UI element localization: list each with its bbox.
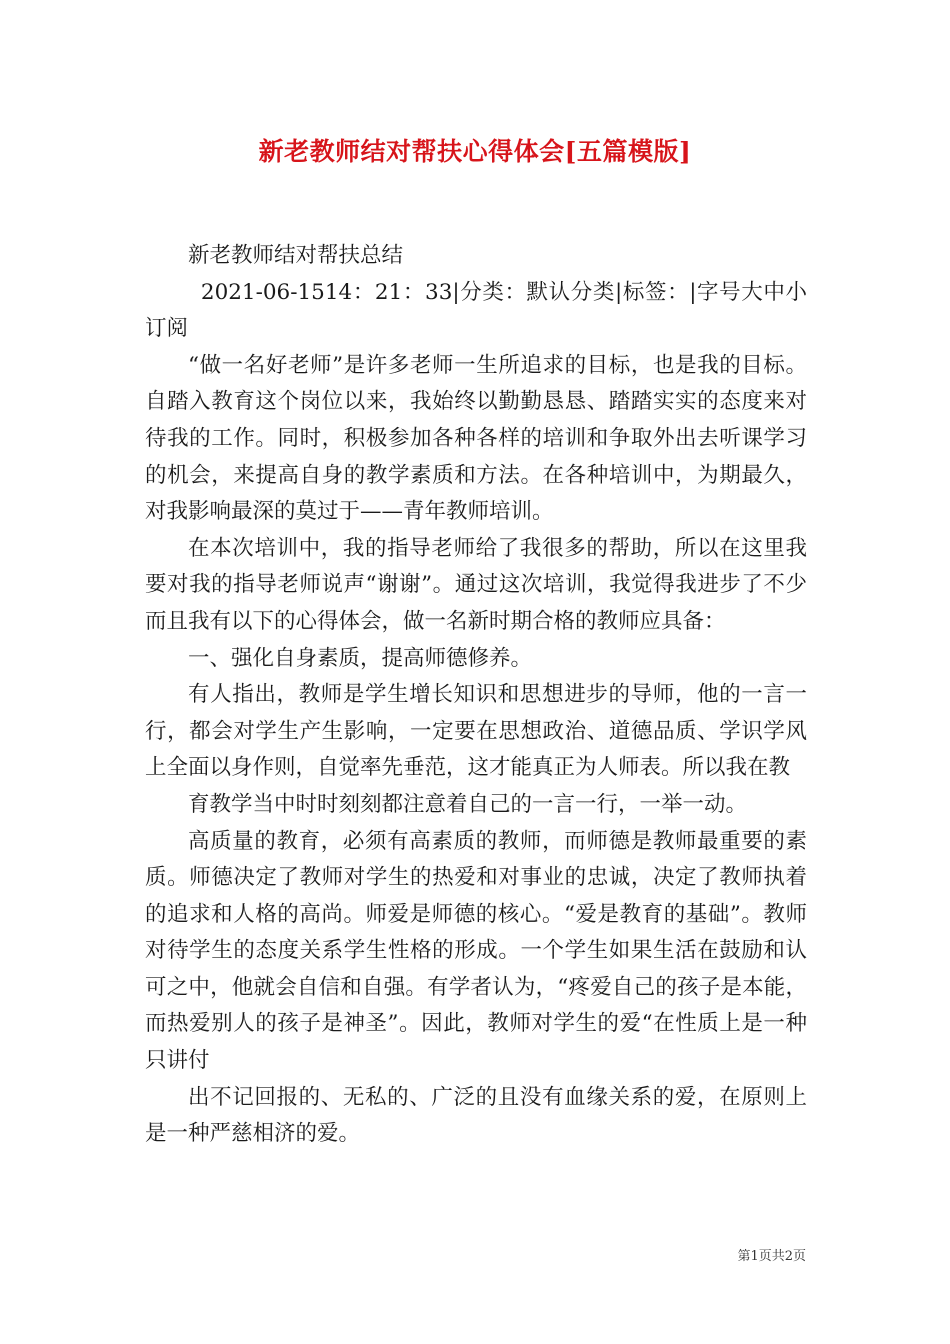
paragraph: “做一名好老师”是许多老师一生所追求的目标，也是我的目标。自踏入教育这个岗位以来，我始终以勤勤恳恳、踏踏实实的态度来对待我的工作。同时，积极参加各种各样的培训和争取外出去听课学习的机会，来提高自身的教学素质和方法。在各种培训中，为期最久，对我影响最深的莫过于——青年教师培训。 bbox=[145, 352, 807, 525]
paragraph: 出不记回报的、无私的、广泛的且没有血缘关系的爱，在原则上是一种严慈相济的爱。 bbox=[145, 1084, 807, 1147]
page-number: 第1页共2页 bbox=[737, 1249, 806, 1264]
section-heading: 新老教师结对帮扶总结 bbox=[188, 243, 404, 268]
paragraph: 高质量的教育，必须有高素质的教师，而师德是教师最重要的素质。师德决定了教师对学生的热爱和对事业的忠诚，决定了教师执着的追求和人格的高尚。师爱是师德的核心。“爱是教育的基础”。教师对待学生的态度关系学生性格的形成。一个学生如果生活在鼓励和认可之中，他就会自信和自强。有学者认为，“疼爱自己的孩子是本能，而热爱别人的孩子是神圣”。因此，教师对学生的爱“在性质上是一种只讲付 bbox=[145, 828, 807, 1074]
subheading: 一、强化自身素质，提高师德修养。 bbox=[188, 645, 533, 671]
post-metadata: 2021-06-1514：21：33|分类：默认分类|标签：|字号大中小订阅 bbox=[145, 279, 807, 342]
paragraph: 育教学当中时时刻刻都注意着自己的一言一行，一举一动。 bbox=[188, 791, 748, 817]
document-title: 新老教师结对帮扶心得体会[五篇模版] bbox=[258, 137, 692, 166]
paragraph: 在本次培训中，我的指导老师给了我很多的帮助，所以在这里我要对我的指导老师说声“谢谢”。通过这次培训，我觉得我进步了不少而且我有以下的心得体会，做一名新时期合格的教师应具备： bbox=[145, 535, 807, 634]
paragraph: 有人指出，教师是学生增长知识和思想进步的导师，他的一言一行，都会对学生产生影响，一定要在思想政治、道德品质、学识学风上全面以身作则，自觉率先垂范，这才能真正为人师表。所以我在教 bbox=[145, 682, 807, 781]
document-body bbox=[145, 238, 807, 1153]
